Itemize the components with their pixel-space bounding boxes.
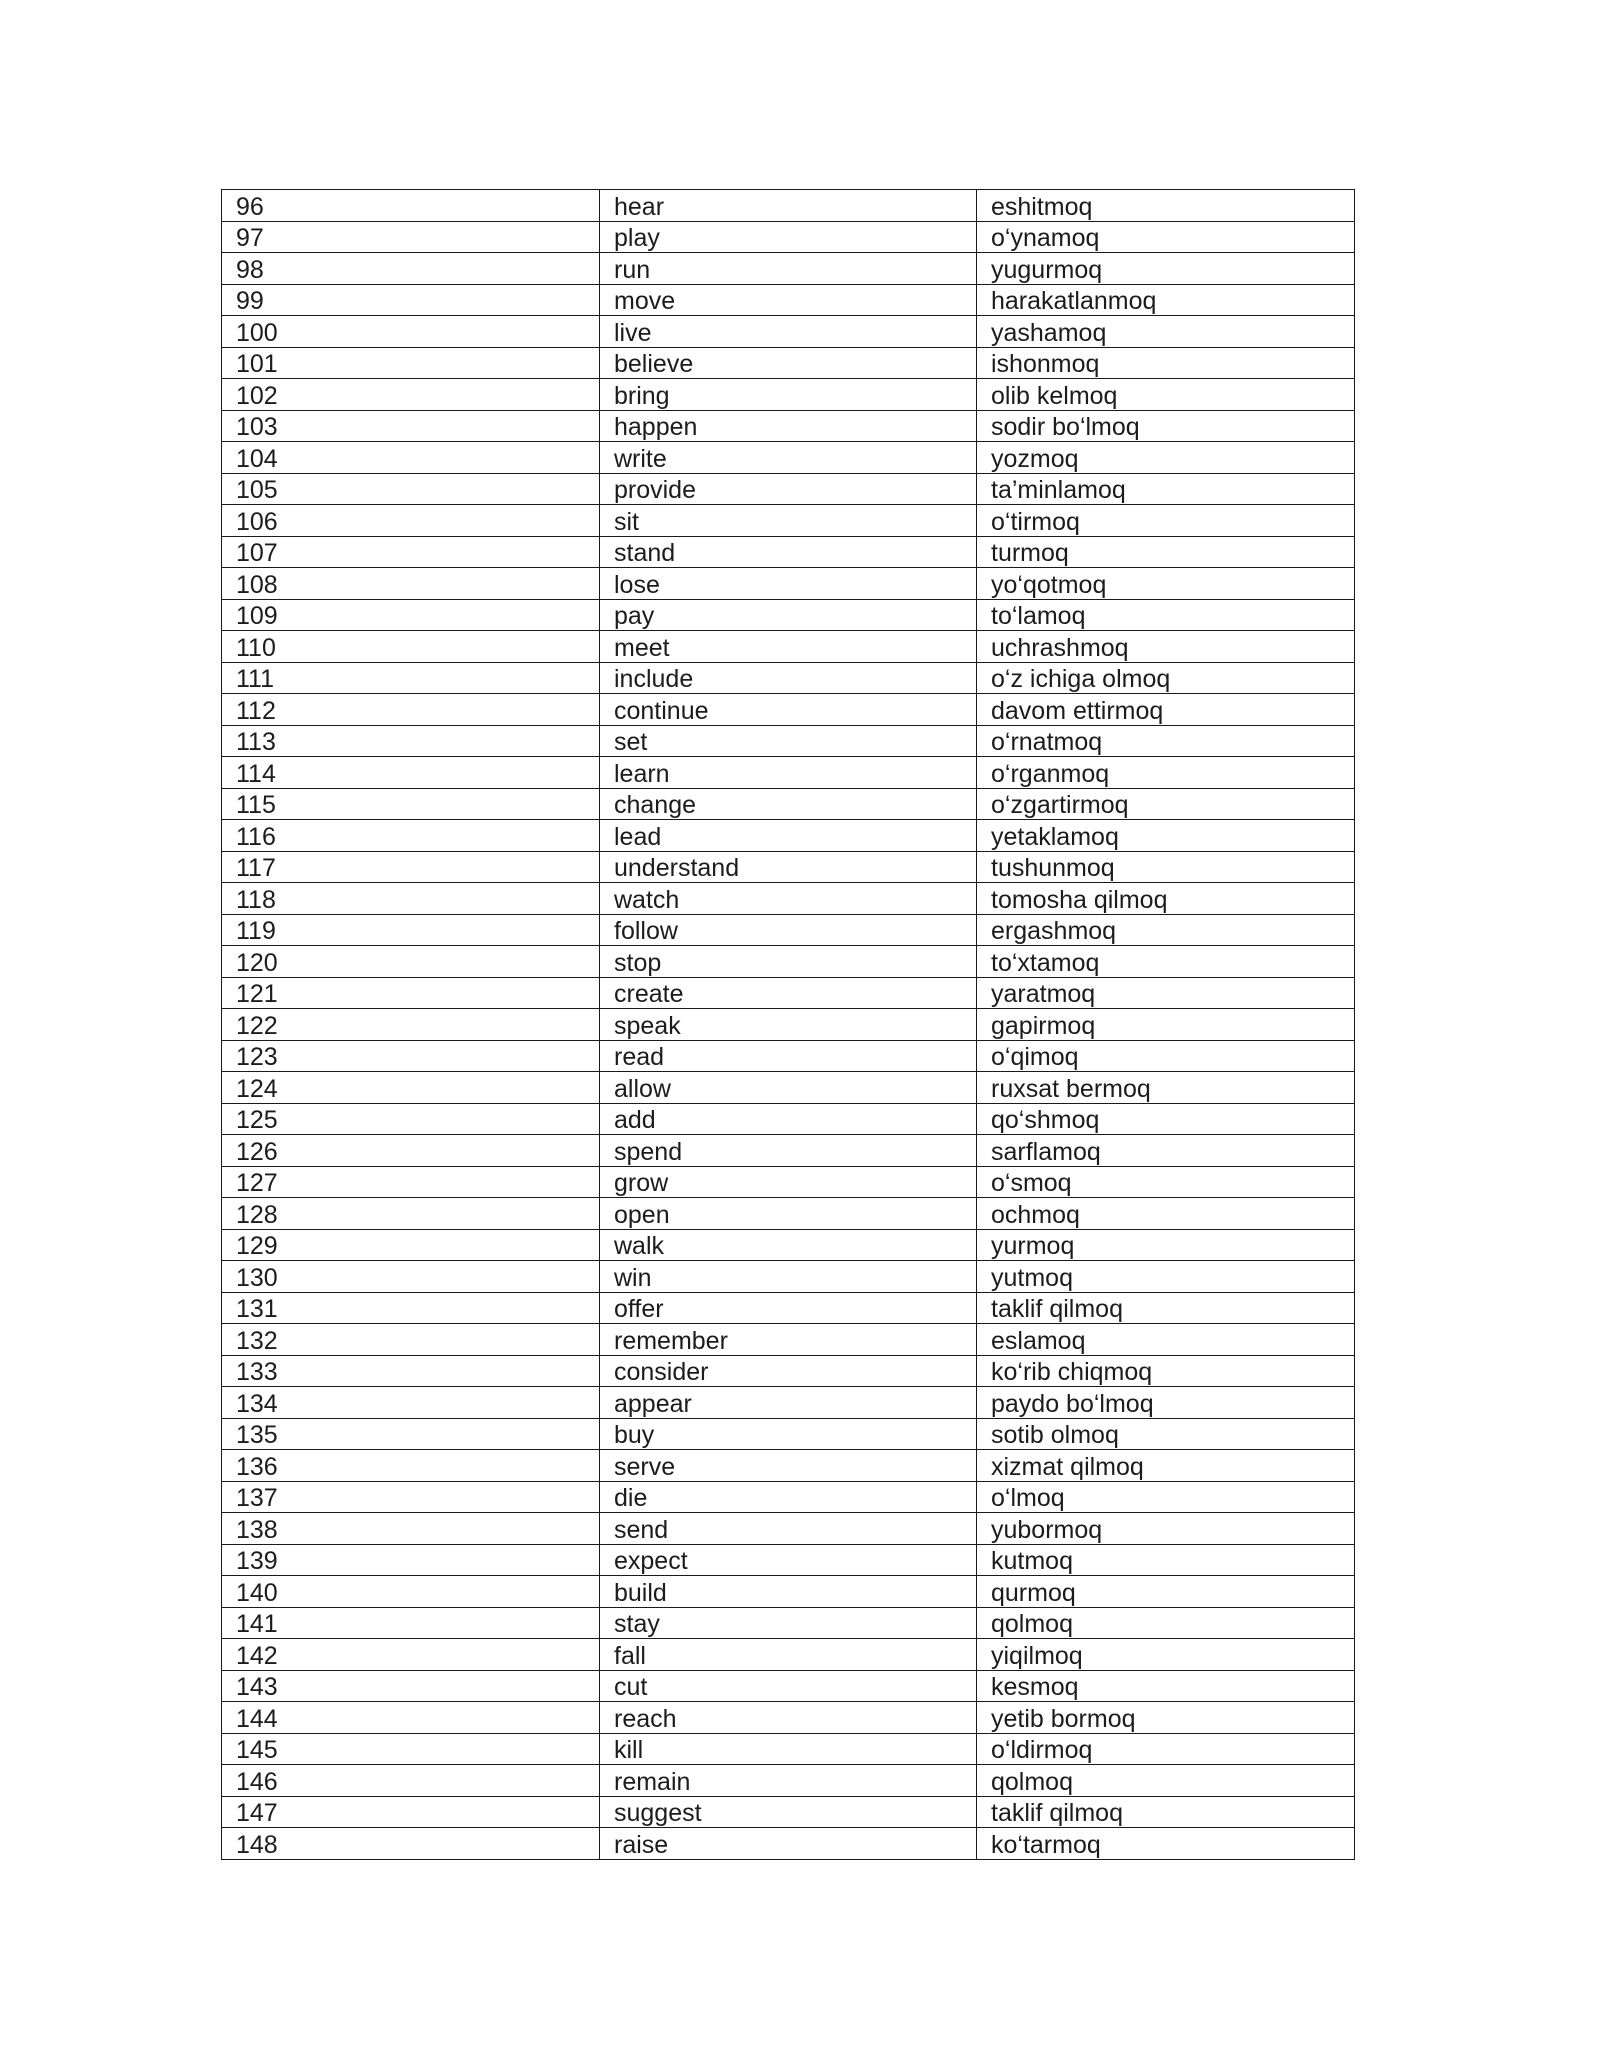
row-number-cell: 126 [222, 1135, 600, 1167]
row-number-cell: 132 [222, 1324, 600, 1356]
english-word-cell: consider [600, 1355, 977, 1387]
english-word-cell: pay [600, 599, 977, 631]
row-number-cell: 140 [222, 1576, 600, 1608]
table-row [222, 914, 1355, 946]
table-row [222, 820, 1355, 852]
table-row [222, 1135, 1355, 1167]
table-row [222, 316, 1355, 348]
row-number-cell: 98 [222, 253, 600, 285]
uzbek-translation-cell: gapirmoq [977, 1009, 1355, 1041]
english-word-cell: move [600, 284, 977, 316]
row-number-cell: 119 [222, 914, 600, 946]
english-word-cell: open [600, 1198, 977, 1230]
table-row [222, 1387, 1355, 1419]
english-word-cell: hear [600, 190, 977, 222]
uzbek-translation-cell: o‘ldirmoq [977, 1733, 1355, 1765]
row-number-cell: 143 [222, 1670, 600, 1702]
english-word-cell: raise [600, 1828, 977, 1860]
table-row [222, 1166, 1355, 1198]
table-row [222, 1103, 1355, 1135]
english-word-cell: stop [600, 946, 977, 978]
uzbek-translation-cell: yutmoq [977, 1261, 1355, 1293]
english-word-cell: remember [600, 1324, 977, 1356]
uzbek-translation-cell: taklif qilmoq [977, 1292, 1355, 1324]
uzbek-translation-cell: to‘lamoq [977, 599, 1355, 631]
row-number-cell: 147 [222, 1796, 600, 1828]
english-word-cell: kill [600, 1733, 977, 1765]
row-number-cell: 104 [222, 442, 600, 474]
table-row [222, 1198, 1355, 1230]
table-row [222, 599, 1355, 631]
row-number-cell: 139 [222, 1544, 600, 1576]
english-word-cell: create [600, 977, 977, 1009]
english-word-cell: suggest [600, 1796, 977, 1828]
vocabulary-table-body [222, 190, 1355, 1860]
table-row [222, 1702, 1355, 1734]
row-number-cell: 111 [222, 662, 600, 694]
row-number-cell: 138 [222, 1513, 600, 1545]
table-row [222, 1796, 1355, 1828]
row-number-cell: 144 [222, 1702, 600, 1734]
table-row [222, 253, 1355, 285]
row-number-cell: 115 [222, 788, 600, 820]
english-word-cell: lose [600, 568, 977, 600]
table-row [222, 788, 1355, 820]
uzbek-translation-cell: tomosha qilmoq [977, 883, 1355, 915]
english-word-cell: win [600, 1261, 977, 1293]
table-row [222, 1324, 1355, 1356]
table-row [222, 1418, 1355, 1450]
table-row [222, 1607, 1355, 1639]
table-row [222, 1670, 1355, 1702]
table-row [222, 662, 1355, 694]
english-word-cell: include [600, 662, 977, 694]
english-word-cell: remain [600, 1765, 977, 1797]
english-word-cell: read [600, 1040, 977, 1072]
english-word-cell: offer [600, 1292, 977, 1324]
table-row [222, 1639, 1355, 1671]
english-word-cell: happen [600, 410, 977, 442]
row-number-cell: 118 [222, 883, 600, 915]
row-number-cell: 103 [222, 410, 600, 442]
uzbek-translation-cell: qolmoq [977, 1607, 1355, 1639]
table-row [222, 725, 1355, 757]
english-word-cell: spend [600, 1135, 977, 1167]
english-word-cell: die [600, 1481, 977, 1513]
uzbek-translation-cell: o‘zgartirmoq [977, 788, 1355, 820]
uzbek-translation-cell: o‘lmoq [977, 1481, 1355, 1513]
english-word-cell: understand [600, 851, 977, 883]
uzbek-translation-cell: o‘rnatmoq [977, 725, 1355, 757]
uzbek-translation-cell: qo‘shmoq [977, 1103, 1355, 1135]
uzbek-translation-cell: yashamoq [977, 316, 1355, 348]
table-row [222, 473, 1355, 505]
english-word-cell: provide [600, 473, 977, 505]
table-row [222, 946, 1355, 978]
row-number-cell: 131 [222, 1292, 600, 1324]
english-word-cell: walk [600, 1229, 977, 1261]
table-row [222, 1009, 1355, 1041]
uzbek-translation-cell: yaratmoq [977, 977, 1355, 1009]
uzbek-translation-cell: o‘z ichiga olmoq [977, 662, 1355, 694]
table-row [222, 1828, 1355, 1860]
row-number-cell: 120 [222, 946, 600, 978]
row-number-cell: 137 [222, 1481, 600, 1513]
vocabulary-table [221, 189, 1355, 1860]
row-number-cell: 100 [222, 316, 600, 348]
english-word-cell: add [600, 1103, 977, 1135]
table-row [222, 1733, 1355, 1765]
table-row [222, 505, 1355, 537]
english-word-cell: buy [600, 1418, 977, 1450]
english-word-cell: allow [600, 1072, 977, 1104]
english-word-cell: send [600, 1513, 977, 1545]
row-number-cell: 145 [222, 1733, 600, 1765]
row-number-cell: 129 [222, 1229, 600, 1261]
table-row [222, 1292, 1355, 1324]
row-number-cell: 148 [222, 1828, 600, 1860]
english-word-cell: appear [600, 1387, 977, 1419]
row-number-cell: 136 [222, 1450, 600, 1482]
english-word-cell: grow [600, 1166, 977, 1198]
row-number-cell: 133 [222, 1355, 600, 1387]
uzbek-translation-cell: sarflamoq [977, 1135, 1355, 1167]
uzbek-translation-cell: o‘qimoq [977, 1040, 1355, 1072]
table-row [222, 221, 1355, 253]
uzbek-translation-cell: uchrashmoq [977, 631, 1355, 663]
table-row [222, 1040, 1355, 1072]
english-word-cell: run [600, 253, 977, 285]
table-row [222, 190, 1355, 222]
uzbek-translation-cell: yurmoq [977, 1229, 1355, 1261]
english-word-cell: sit [600, 505, 977, 537]
row-number-cell: 134 [222, 1387, 600, 1419]
uzbek-translation-cell: o‘ynamoq [977, 221, 1355, 253]
english-word-cell: meet [600, 631, 977, 663]
table-row [222, 1261, 1355, 1293]
uzbek-translation-cell: yo‘qotmoq [977, 568, 1355, 600]
uzbek-translation-cell: yetaklamoq [977, 820, 1355, 852]
row-number-cell: 122 [222, 1009, 600, 1041]
uzbek-translation-cell: olib kelmoq [977, 379, 1355, 411]
uzbek-translation-cell: to‘xtamoq [977, 946, 1355, 978]
row-number-cell: 97 [222, 221, 600, 253]
english-word-cell: follow [600, 914, 977, 946]
uzbek-translation-cell: qolmoq [977, 1765, 1355, 1797]
english-word-cell: expect [600, 1544, 977, 1576]
table-row [222, 851, 1355, 883]
english-word-cell: stand [600, 536, 977, 568]
uzbek-translation-cell: yetib bormoq [977, 1702, 1355, 1734]
uzbek-translation-cell: kesmoq [977, 1670, 1355, 1702]
uzbek-translation-cell: sotib olmoq [977, 1418, 1355, 1450]
row-number-cell: 146 [222, 1765, 600, 1797]
row-number-cell: 128 [222, 1198, 600, 1230]
uzbek-translation-cell: ishonmoq [977, 347, 1355, 379]
table-row [222, 1229, 1355, 1261]
uzbek-translation-cell: o‘rganmoq [977, 757, 1355, 789]
english-word-cell: learn [600, 757, 977, 789]
english-word-cell: set [600, 725, 977, 757]
row-number-cell: 101 [222, 347, 600, 379]
table-row [222, 347, 1355, 379]
uzbek-translation-cell: harakatlanmoq [977, 284, 1355, 316]
english-word-cell: continue [600, 694, 977, 726]
uzbek-translation-cell: kutmoq [977, 1544, 1355, 1576]
row-number-cell: 135 [222, 1418, 600, 1450]
english-word-cell: stay [600, 1607, 977, 1639]
uzbek-translation-cell: o‘smoq [977, 1166, 1355, 1198]
uzbek-translation-cell: yozmoq [977, 442, 1355, 474]
uzbek-translation-cell: eshitmoq [977, 190, 1355, 222]
uzbek-translation-cell: davom ettirmoq [977, 694, 1355, 726]
uzbek-translation-cell: ruxsat bermoq [977, 1072, 1355, 1104]
table-row [222, 631, 1355, 663]
row-number-cell: 112 [222, 694, 600, 726]
row-number-cell: 125 [222, 1103, 600, 1135]
english-word-cell: bring [600, 379, 977, 411]
table-row [222, 284, 1355, 316]
table-row [222, 1576, 1355, 1608]
uzbek-translation-cell: xizmat qilmoq [977, 1450, 1355, 1482]
row-number-cell: 121 [222, 977, 600, 1009]
row-number-cell: 102 [222, 379, 600, 411]
uzbek-translation-cell: o‘tirmoq [977, 505, 1355, 537]
row-number-cell: 99 [222, 284, 600, 316]
table-row [222, 977, 1355, 1009]
row-number-cell: 117 [222, 851, 600, 883]
uzbek-translation-cell: turmoq [977, 536, 1355, 568]
table-row [222, 1481, 1355, 1513]
table-row [222, 1072, 1355, 1104]
english-word-cell: speak [600, 1009, 977, 1041]
english-word-cell: reach [600, 1702, 977, 1734]
english-word-cell: fall [600, 1639, 977, 1671]
english-word-cell: cut [600, 1670, 977, 1702]
row-number-cell: 124 [222, 1072, 600, 1104]
english-word-cell: lead [600, 820, 977, 852]
uzbek-translation-cell: yubormoq [977, 1513, 1355, 1545]
row-number-cell: 110 [222, 631, 600, 663]
row-number-cell: 107 [222, 536, 600, 568]
table-row [222, 568, 1355, 600]
row-number-cell: 113 [222, 725, 600, 757]
table-row [222, 442, 1355, 474]
row-number-cell: 109 [222, 599, 600, 631]
english-word-cell: watch [600, 883, 977, 915]
uzbek-translation-cell: taklif qilmoq [977, 1796, 1355, 1828]
row-number-cell: 105 [222, 473, 600, 505]
table-row [222, 1513, 1355, 1545]
english-word-cell: live [600, 316, 977, 348]
table-row [222, 694, 1355, 726]
row-number-cell: 108 [222, 568, 600, 600]
row-number-cell: 130 [222, 1261, 600, 1293]
row-number-cell: 96 [222, 190, 600, 222]
row-number-cell: 123 [222, 1040, 600, 1072]
row-number-cell: 106 [222, 505, 600, 537]
uzbek-translation-cell: qurmoq [977, 1576, 1355, 1608]
english-word-cell: build [600, 1576, 977, 1608]
english-word-cell: play [600, 221, 977, 253]
uzbek-translation-cell: paydo bo‘lmoq [977, 1387, 1355, 1419]
uzbek-translation-cell: eslamoq [977, 1324, 1355, 1356]
english-word-cell: believe [600, 347, 977, 379]
uzbek-translation-cell: ko‘rib chiqmoq [977, 1355, 1355, 1387]
table-row [222, 1544, 1355, 1576]
table-row [222, 536, 1355, 568]
uzbek-translation-cell: yugurmoq [977, 253, 1355, 285]
table-row [222, 883, 1355, 915]
table-row [222, 1355, 1355, 1387]
table-row [222, 757, 1355, 789]
row-number-cell: 141 [222, 1607, 600, 1639]
table-row [222, 1765, 1355, 1797]
uzbek-translation-cell: ta’minlamoq [977, 473, 1355, 505]
uzbek-translation-cell: ergashmoq [977, 914, 1355, 946]
row-number-cell: 142 [222, 1639, 600, 1671]
row-number-cell: 116 [222, 820, 600, 852]
uzbek-translation-cell: ko‘tarmoq [977, 1828, 1355, 1860]
table-row [222, 379, 1355, 411]
table-row [222, 1450, 1355, 1482]
row-number-cell: 127 [222, 1166, 600, 1198]
uzbek-translation-cell: tushunmoq [977, 851, 1355, 883]
english-word-cell: change [600, 788, 977, 820]
table-row [222, 410, 1355, 442]
uzbek-translation-cell: sodir bo‘lmoq [977, 410, 1355, 442]
english-word-cell: write [600, 442, 977, 474]
row-number-cell: 114 [222, 757, 600, 789]
english-word-cell: serve [600, 1450, 977, 1482]
uzbek-translation-cell: yiqilmoq [977, 1639, 1355, 1671]
uzbek-translation-cell: ochmoq [977, 1198, 1355, 1230]
